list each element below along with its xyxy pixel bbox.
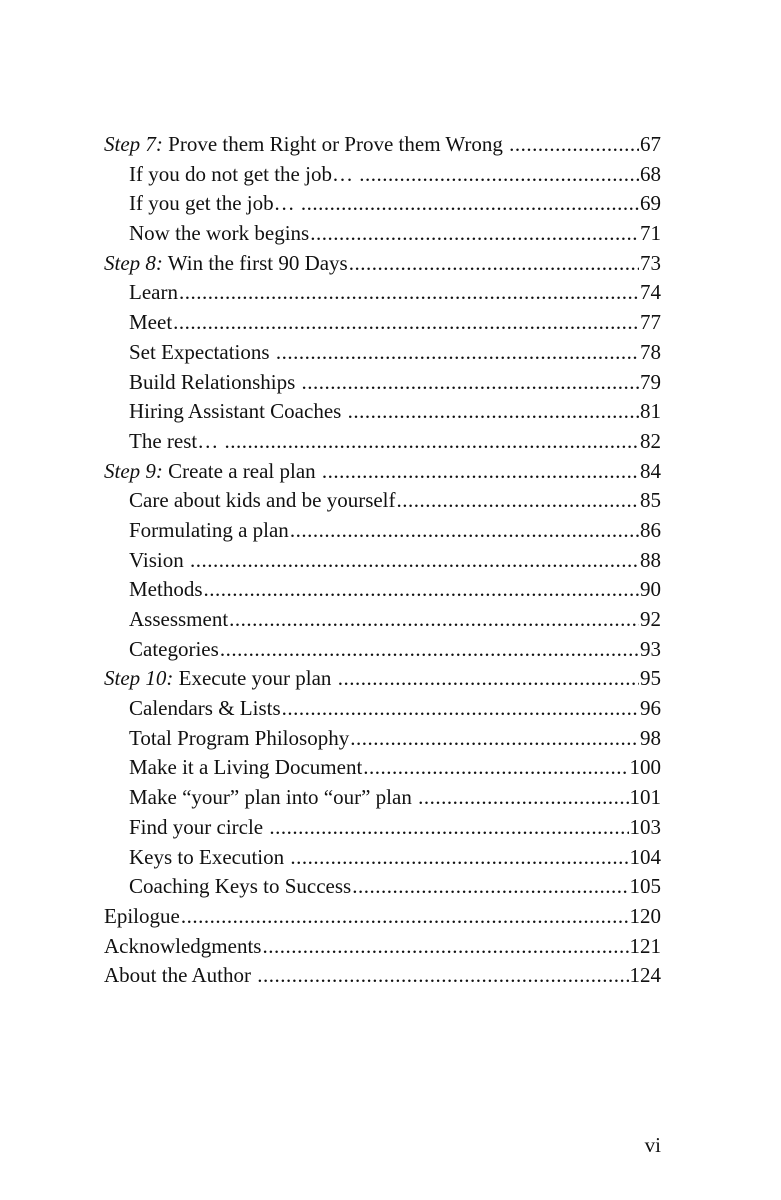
toc-entry-label xyxy=(129,219,309,249)
toc-entry[interactable] xyxy=(104,961,661,991)
toc-entry-label xyxy=(129,278,178,308)
dot-leader xyxy=(181,902,629,932)
toc-entry-title: Keys to Execution xyxy=(129,844,290,869)
toc-page-number: 77 xyxy=(640,310,661,335)
toc-subentry[interactable] xyxy=(104,427,661,457)
toc-entry-title: Find your circle xyxy=(129,814,269,839)
toc-entry-label xyxy=(129,427,223,457)
toc-subentry[interactable] xyxy=(104,189,661,219)
toc-subentry[interactable] xyxy=(104,516,661,546)
toc-entry-title: Create a real plan xyxy=(162,458,321,483)
toc-page-number: 68 xyxy=(640,161,661,186)
toc-subentry[interactable] xyxy=(104,486,661,516)
toc-entry-label xyxy=(104,902,180,932)
toc-entry-label xyxy=(129,397,347,427)
toc-page-number: 88 xyxy=(640,547,661,572)
toc-page-number: 98 xyxy=(640,725,661,750)
toc-entry-title: Win the first 90 Days xyxy=(162,250,348,275)
toc-entry[interactable] xyxy=(104,249,661,279)
toc-subentry[interactable] xyxy=(104,368,661,398)
toc-entry-label xyxy=(129,872,351,902)
toc-page-number: 96 xyxy=(640,696,661,721)
toc-entry-label xyxy=(129,635,219,665)
toc-entry-label xyxy=(129,160,358,190)
dot-leader xyxy=(301,189,639,219)
dot-leader xyxy=(220,635,639,665)
toc-subentry[interactable] xyxy=(104,605,661,635)
toc-entry-title: If you get the job… xyxy=(129,191,300,216)
toc-subentry[interactable] xyxy=(104,783,661,813)
toc-page-number: 121 xyxy=(629,933,661,958)
dot-leader xyxy=(310,219,639,249)
toc-entry-label xyxy=(129,189,300,219)
toc-entry-label xyxy=(129,694,281,724)
toc-entry-title: Vision xyxy=(129,547,189,572)
toc-subentry[interactable] xyxy=(104,843,661,873)
toc-subentry[interactable] xyxy=(104,694,661,724)
dot-leader xyxy=(173,308,639,338)
toc-step-prefix: Step 9: xyxy=(104,458,163,483)
toc-page-number: 84 xyxy=(640,458,661,483)
dot-leader xyxy=(269,813,628,843)
toc-page-number: 105 xyxy=(629,874,661,899)
toc-entry-title: The rest… xyxy=(129,428,224,453)
toc-entry-title: Categories xyxy=(129,636,219,661)
toc-entry-label xyxy=(104,961,256,991)
toc-entry-label xyxy=(129,813,268,843)
toc-page-number: 71 xyxy=(640,221,661,246)
dot-leader xyxy=(282,694,639,724)
dot-leader xyxy=(204,575,640,605)
dot-leader xyxy=(179,278,639,308)
toc-page-number: 69 xyxy=(640,191,661,216)
toc-entry-title: Set Expectations xyxy=(129,339,275,364)
toc-entry-label xyxy=(129,605,228,635)
toc-subentry[interactable] xyxy=(104,724,661,754)
dot-leader xyxy=(262,932,628,962)
toc-entry-title: Now the work begins xyxy=(129,221,310,246)
toc-entry-title: Build Relationships xyxy=(129,369,301,394)
toc-step-prefix: Step 7: xyxy=(104,132,163,156)
dot-leader xyxy=(257,961,628,991)
toc-page-number: 81 xyxy=(640,399,661,424)
toc-subentry[interactable] xyxy=(104,753,661,783)
toc-page-number: 95 xyxy=(640,666,661,691)
toc-subentry[interactable] xyxy=(104,872,661,902)
toc-page-number: 104 xyxy=(629,844,661,869)
toc-entry-label xyxy=(129,724,349,754)
toc-page-number: 92 xyxy=(640,607,661,631)
dot-leader xyxy=(352,872,628,902)
toc-entry-label xyxy=(104,249,348,279)
toc-entry-label xyxy=(129,486,396,516)
toc-entry-title: Hiring Assistant Coaches xyxy=(129,399,347,424)
toc-subentry[interactable] xyxy=(104,397,661,427)
dot-leader xyxy=(290,843,628,873)
toc-step-prefix: Step 10: xyxy=(104,666,174,691)
dot-leader xyxy=(338,664,639,694)
toc-entry-title: Total Program Philosophy xyxy=(129,725,350,750)
toc-page-number: 93 xyxy=(640,636,661,661)
toc-entry-title: Methods xyxy=(129,577,203,602)
dot-leader xyxy=(276,338,639,368)
toc-entry-title: Coaching Keys to Success xyxy=(129,874,352,899)
toc-entry-label xyxy=(104,130,508,160)
toc-page-number: 86 xyxy=(640,517,661,542)
toc-entry-label xyxy=(129,843,289,873)
toc-page-number: 90 xyxy=(640,577,661,602)
toc-entry[interactable] xyxy=(104,664,661,694)
dot-leader xyxy=(359,160,639,190)
toc-page-number: 100 xyxy=(629,755,661,780)
toc-page-number: 103 xyxy=(629,814,661,839)
toc-entry-label xyxy=(129,753,362,783)
toc-entry[interactable] xyxy=(104,130,661,160)
toc-entry-label xyxy=(129,308,172,338)
toc-entry[interactable] xyxy=(104,457,661,487)
toc-entry-label xyxy=(104,932,261,962)
toc-page-number: 67 xyxy=(640,132,661,156)
toc-subentry[interactable] xyxy=(104,635,661,665)
toc-entry[interactable] xyxy=(104,932,661,962)
dot-leader xyxy=(350,724,639,754)
page-number: vi xyxy=(644,1133,661,1157)
toc-subentry[interactable] xyxy=(104,338,661,368)
toc-page-number: 101 xyxy=(629,785,661,810)
toc-entry-title: Learn xyxy=(129,280,178,305)
toc-entry-title: Epilogue xyxy=(104,903,180,928)
toc-entry-label xyxy=(129,546,189,576)
dot-leader xyxy=(363,753,628,783)
toc-step-prefix: Step 8: xyxy=(104,250,163,275)
toc-subentry[interactable] xyxy=(104,278,661,308)
toc-entry-label xyxy=(129,575,203,605)
dot-leader xyxy=(322,457,639,487)
toc-entry-title: Acknowledgments xyxy=(104,933,262,958)
toc-entry-title: Calendars & Lists xyxy=(129,696,281,721)
toc-entry-title: Care about kids and be yourself xyxy=(129,488,396,513)
toc-entry-title: About the Author xyxy=(104,963,257,988)
toc-page-number: 78 xyxy=(640,339,661,364)
toc-subentry[interactable] xyxy=(104,219,661,249)
toc-subentry[interactable] xyxy=(104,308,661,338)
toc-page-number: 73 xyxy=(640,250,661,275)
toc-subentry[interactable] xyxy=(104,575,661,605)
toc-entry-title: Execute your plan xyxy=(173,666,337,691)
toc-entry-title: Prove them Right or Prove them Wrong xyxy=(162,132,509,156)
toc-entry-title: If you do not get the job… xyxy=(129,161,359,186)
toc-page-number: 79 xyxy=(640,369,661,394)
toc-subentry[interactable] xyxy=(104,813,661,843)
dot-leader xyxy=(348,397,639,427)
toc-page-number: 120 xyxy=(629,903,661,928)
dot-leader xyxy=(224,427,639,457)
toc-subentry[interactable] xyxy=(104,160,661,190)
dot-leader xyxy=(229,605,639,635)
toc-page-number: 85 xyxy=(640,488,661,513)
toc-entry-title: Meet xyxy=(129,310,173,335)
dot-leader xyxy=(302,368,639,398)
toc-page-number: 124 xyxy=(629,963,661,988)
dot-leader xyxy=(509,130,639,160)
table-of-contents xyxy=(104,130,661,991)
dot-leader xyxy=(190,546,639,576)
toc-entry-label xyxy=(104,457,321,487)
toc-entry-title: Make it a Living Document xyxy=(129,755,363,780)
dot-leader xyxy=(290,516,639,546)
toc-entry-label xyxy=(129,783,417,813)
dot-leader xyxy=(349,249,639,279)
toc-entry-title: Assessment xyxy=(129,607,229,631)
toc-entry-label xyxy=(129,516,289,546)
toc-page-number: 82 xyxy=(640,428,661,453)
toc-entry-label xyxy=(129,368,301,398)
toc-entry-title: Formulating a plan xyxy=(129,517,289,542)
toc-entry[interactable] xyxy=(104,902,661,932)
toc-page-number: 74 xyxy=(640,280,661,305)
toc-subentry[interactable] xyxy=(104,546,661,576)
dot-leader xyxy=(418,783,628,813)
toc-entry-title: Make “your” plan into “our” plan xyxy=(129,785,418,810)
toc-entry-label xyxy=(104,664,337,694)
dot-leader xyxy=(397,486,639,516)
toc-entry-label xyxy=(129,338,275,368)
